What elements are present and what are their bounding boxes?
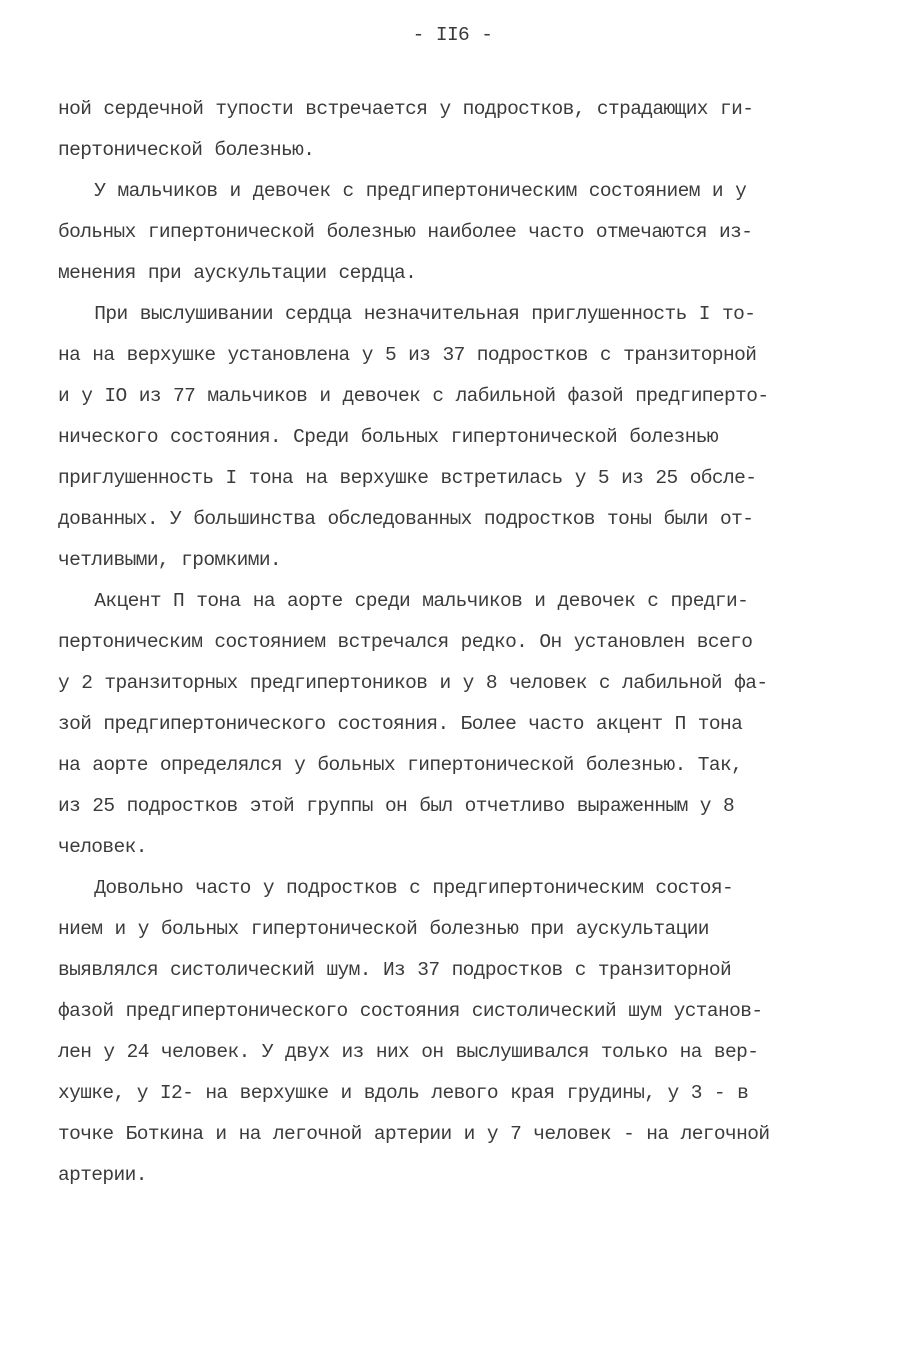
text-line: и у IO из 77 мальчиков и девочек с лабильной фазой предгиперто- [58,385,769,407]
text-line: нием и у больных гипертонической болезнью при аускультации [58,918,709,940]
text-line: нического состояния. Среди больных гипертонической болезнью [58,426,719,448]
text-line: на аорте определялся у больных гипертонической болезнью. Так, [58,754,743,776]
text-line: У мальчиков и девочек с предгипертоническим состоянием и у [58,180,747,202]
text-line: приглушенность I тона на верхушке встретилась у 5 из 25 обсле- [58,467,757,489]
paragraph [58,171,847,294]
text-line: на на верхушке установлена у 5 из 37 подростков с транзиторной [58,344,757,366]
text-line: больных гипертонической болезнью наиболее часто отмечаются из- [58,221,753,243]
text-line: При выслушивании сердца незначительная приглушенность I то- [58,303,756,325]
text-line: зой предгипертонического состояния. Более часто акцент П тона [58,713,743,735]
text-line: из 25 подростков этой группы он был отчетливо выраженным у 8 [58,795,735,817]
text-line: дованных. У большинства обследованных подростков тоны были от- [58,508,754,530]
text-line: у 2 транзиторных предгипертоников и у 8 человек с лабильной фа- [58,672,768,694]
paragraph [58,868,847,1196]
text-line: пертонической болезнью. [58,139,315,161]
text-line: хушке, у I2- на верхушке и вдоль левого края грудины, у 3 - в [58,1082,749,1104]
body-text [58,89,847,1196]
text-line: Довольно часто у подростков с предгипертоническим состоя- [58,877,734,899]
text-line: лен у 24 человек. У двух из них он выслушивался только на вер- [58,1041,759,1063]
text-line: менения при аускультации сердца. [58,262,417,284]
text-line: ной сердечной тупости встречается у подростков, страдающих ги- [58,98,754,120]
text-line: артерии. [58,1164,147,1186]
text-line: Акцент П тона на аорте среди мальчиков и девочек с предги- [58,590,749,612]
text-line: точке Боткина и на легочной артерии и у 7 человек - на легочной [58,1123,770,1145]
text-line: четливыми, громкими. [58,549,282,571]
text-line: пертоническим состоянием встречался редко. Он установлен всего [58,631,753,653]
text-line: фазой предгипертонического состояния систолический шум установ- [58,1000,763,1022]
page-number: - II6 - [412,24,493,46]
paragraph [58,581,847,868]
text-line: человек. [58,836,147,858]
paragraph [58,294,847,581]
paragraph [58,89,847,171]
text-line: выявлялся систолический шум. Из 37 подростков с транзиторной [58,959,732,981]
